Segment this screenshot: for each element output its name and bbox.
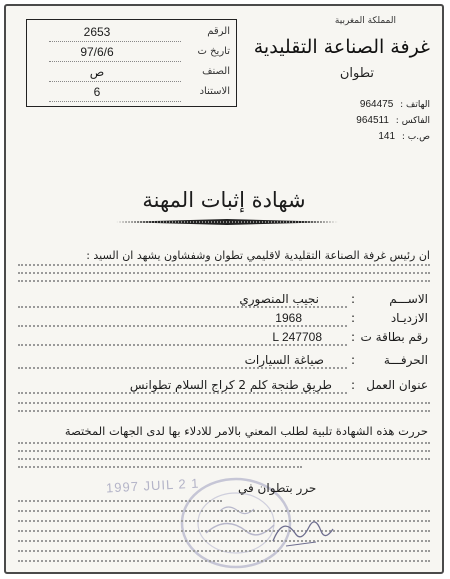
profession-value: صياغة السيارات — [244, 353, 324, 367]
dotted-line — [49, 81, 181, 82]
reference-attachment: 6 — [93, 85, 101, 99]
dotted-line — [18, 458, 430, 460]
dotted-line — [18, 466, 302, 468]
certificate-title: شهادة إثبات المهنة — [142, 188, 306, 212]
dotted-line — [18, 520, 430, 522]
colon: : — [350, 378, 355, 392]
reference-category-row — [27, 66, 236, 84]
dotted-line — [18, 550, 430, 552]
reference-date: 97/6/6 — [80, 45, 114, 59]
fax-label: الفاكس : — [395, 116, 430, 126]
dotted-line — [18, 500, 222, 502]
dotted-line — [18, 530, 430, 532]
fax-value: 964511 — [356, 115, 389, 126]
title-ornament — [116, 219, 338, 225]
signed-at-text: حرر بتطوان في — [238, 481, 317, 495]
dotted-line — [18, 442, 430, 444]
reference-number-row — [27, 26, 236, 44]
certificate-page — [4, 4, 444, 574]
colon: : — [350, 292, 355, 306]
reference-attachment-row — [27, 86, 236, 104]
dotted-line — [18, 392, 347, 394]
pobox-value: 141 — [378, 131, 396, 142]
dotted-line — [18, 510, 430, 512]
reference-category-label: الصنف — [202, 66, 230, 77]
dotted-line — [18, 264, 430, 266]
work-address-value: طريق طنجة كلم 2 كراج السلام تطوانس — [129, 378, 332, 392]
dotted-line — [18, 367, 347, 369]
colon: : — [350, 311, 355, 325]
kingdom-label: المملكة المغربية — [334, 16, 396, 26]
phone-value: 964475 — [359, 99, 394, 110]
signature-icon — [268, 506, 338, 556]
reference-category: ص — [89, 65, 105, 79]
dotted-line — [18, 325, 347, 327]
dotted-line — [18, 272, 430, 274]
date-stamp: 1997 JUIL 2 1 — [105, 475, 200, 496]
dotted-line — [49, 61, 181, 62]
profession-label: الحرفـــة — [383, 353, 428, 367]
reference-attachment-label: الاستناد — [199, 86, 230, 97]
dotted-line — [18, 560, 430, 562]
contact-pobox — [378, 131, 430, 142]
work-address-label: عنوان العمل — [366, 378, 428, 392]
dotted-line — [18, 344, 347, 346]
dotted-line — [18, 402, 430, 404]
birth-year-label: الازديـاد — [390, 311, 428, 325]
colon: : — [350, 330, 355, 344]
name-label: الاســـم — [389, 292, 428, 306]
dotted-line — [18, 450, 430, 452]
name-value: نجيب المنصوري — [239, 292, 319, 306]
dotted-line — [49, 101, 181, 102]
id-card-value: L 247708 — [272, 330, 322, 344]
contact-fax — [356, 115, 430, 126]
dotted-line — [49, 41, 181, 42]
dotted-line — [18, 306, 347, 308]
reference-number: 2653 — [83, 25, 111, 39]
colon: : — [350, 353, 355, 367]
chamber-name: غرفة الصناعة التقليدية — [253, 36, 430, 58]
pobox-label: ص.ب : — [401, 132, 430, 142]
phone-label: الهاتف : — [400, 100, 430, 110]
reference-date-label: تاريخ ت — [197, 46, 230, 57]
intro-text: ان رئيس غرفة الصناعة التقليدية لاقليمي تطوان وشفشاون يشهد ان السيد : — [86, 249, 430, 262]
birth-year-value: 1968 — [275, 311, 302, 325]
reference-number-label: الرقم — [207, 26, 230, 37]
dotted-line — [18, 410, 430, 412]
contact-phone — [360, 99, 430, 110]
id-card-label: رقم بطاقة ت — [360, 330, 428, 344]
reference-date-row — [27, 46, 236, 64]
dotted-line — [18, 280, 430, 282]
statement-text: حررت هذه الشهادة تلبية لطلب المعني بالامر للادلاء بها لدى الجهات المختصة — [64, 424, 428, 438]
city-name: تطوان — [339, 66, 374, 81]
dotted-line — [18, 540, 430, 542]
reference-box — [26, 19, 237, 107]
